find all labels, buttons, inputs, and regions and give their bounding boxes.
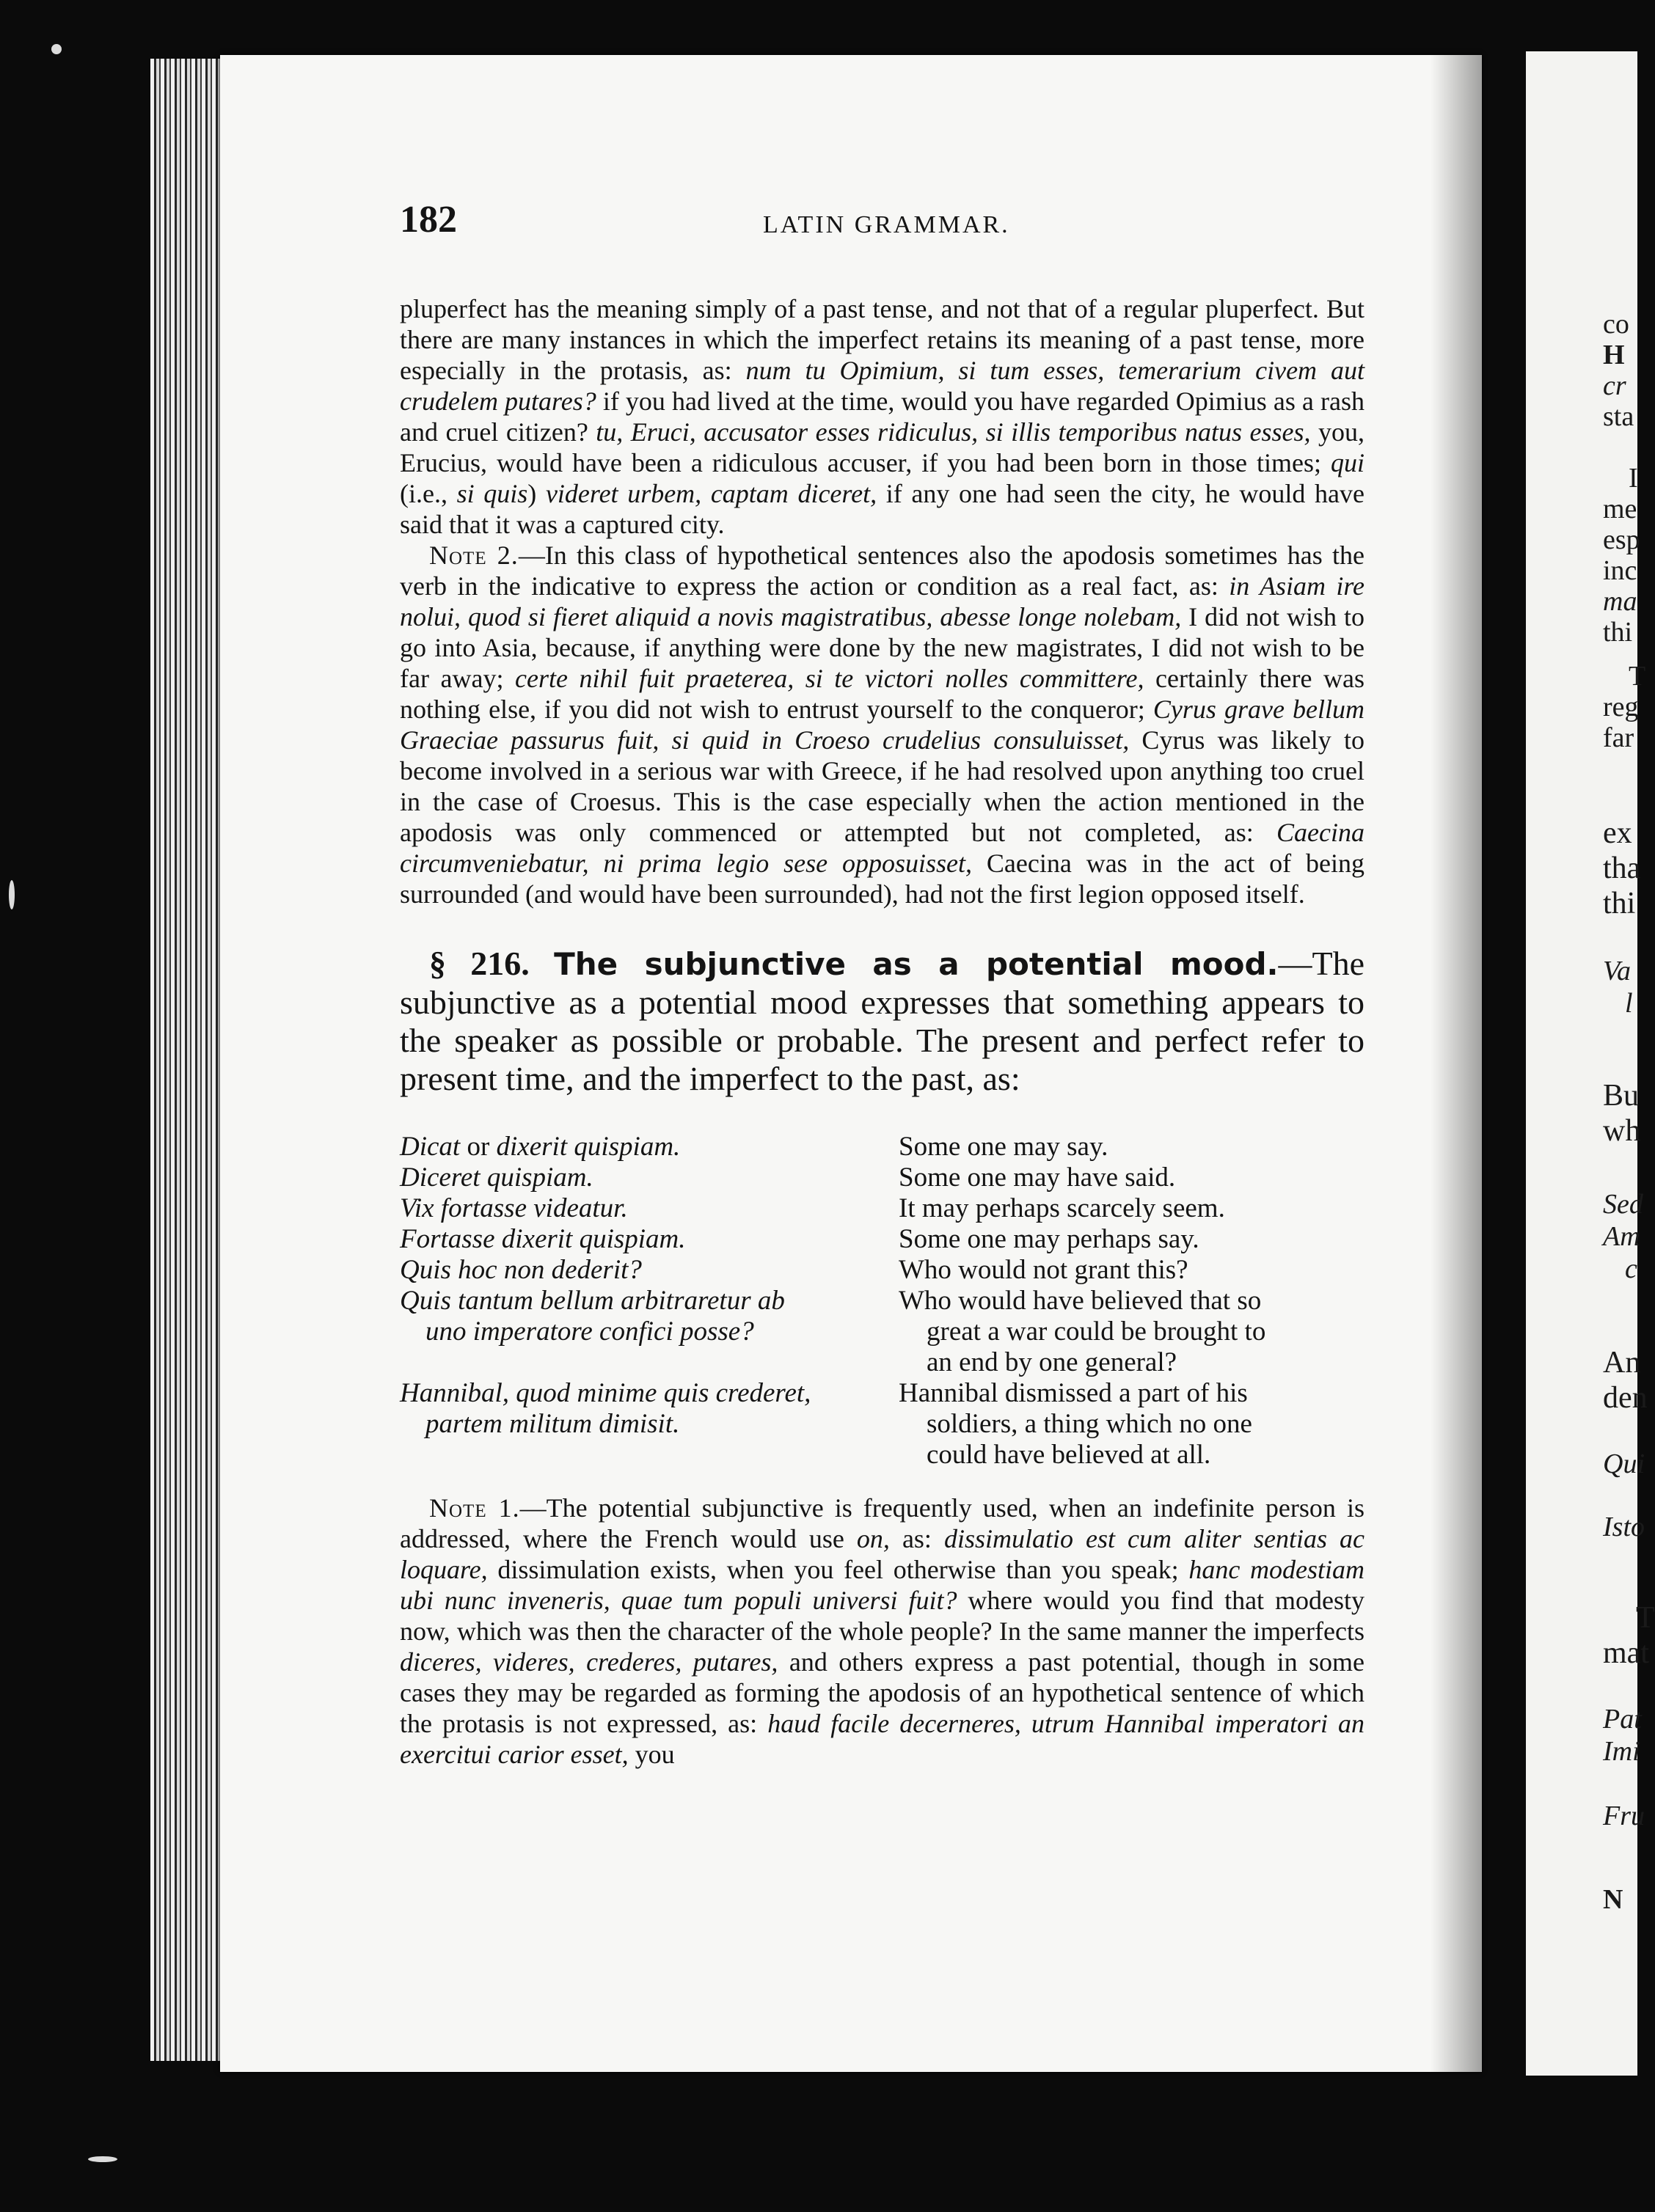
facing-fragment: l (1625, 988, 1633, 1019)
facing-fragment: sta (1603, 401, 1634, 432)
examples-table (400, 1132, 1364, 1471)
note-2-label: Note 2. (429, 541, 519, 570)
note-2-paragraph: Note 2.—In this class of hypothetical sentences also the apodosis sometimes has the verb in the indicative to express the action or condition as a real fact, as: in Asiam ire nolui, quod si fieret aliquid a novis magistratibus, abesse longe nolebam, I did not wish to go into Asia, because, if anything were done by the new magistrates, I did not wish to be far away; certe nihil fuit praeterea, si te victori nolles committere, certainly there was nothing else, if you did not wish to entrust yourself to the conqueror; Cyrus grave bellum Graeciae passurus fuit, si quid in Croeso crudelius consuluisset, Cyrus was likely to become involved in a serious war with Greece, if he had resolved upon anything too cruel in the case of Croesus. This is the case especially when the action mentioned in the apodosis was only commenced or attempted but not completed, as: Caecina circumveniebatur, ni prima legio sese opposuisset, Caecina was in the act of being surrounded (and would have been surrounded), had not the first legion opposed itself. (400, 541, 1365, 909)
scan-speck (88, 2156, 117, 2162)
section-216 (400, 945, 1364, 1098)
facing-fragment: T (1636, 1601, 1655, 1635)
facing-fragment: ma (1603, 586, 1637, 617)
facing-fragment: thi (1603, 617, 1633, 648)
example-row: Quis hoc non dederit? Who would not grant this? (400, 1255, 1188, 1285)
facing-fragment: Fru (1603, 1801, 1645, 1831)
facing-fragment: tha (1603, 852, 1641, 885)
facing-fragment: den (1603, 1381, 1648, 1415)
note-1-paragraph: Note 1.—The potential subjunctive is frequently used, when an indefinite person is addressed, where the French would use on, as: dissimulatio est cum aliter sentias ac loquare, dissimulation exists, when you feel otherwise than you speak; hanc modestiam ubi nunc inveneris, quae tum populi universi fuit? where would you find that modesty now, which was then the character of the whole people? In the same manner the imperfects diceres, videres, crederes, putares, and others express a past potential, though in some cases they may be regarded as forming the apodosis of an hypothetical sentence of which the protasis is not expressed, as: haud facile decerneres, utrum Hannibal imperatori an exercitui carior esset, you (400, 1493, 1365, 1769)
facing-fragment: Isto (1603, 1512, 1645, 1542)
section-number: § 216. (429, 945, 530, 982)
scan-speck (9, 880, 15, 909)
facing-page-edge (1526, 51, 1655, 2076)
example-row: Hannibal, quod minime quis crederet, partem militum dimisit. Hannibal dismissed a part of his soldiers, a thing which no one could have believed at all. (400, 1378, 1252, 1470)
facing-fragment: thi (1603, 887, 1636, 920)
page-number: 182 (400, 199, 457, 241)
facing-fragment: An (1603, 1346, 1641, 1380)
facing-fragment: Am (1603, 1221, 1640, 1252)
section-title: The subjunctive as a potential mood. (554, 946, 1279, 982)
page-header (400, 198, 1364, 264)
facing-fragment: Qui (1603, 1449, 1645, 1479)
example-row: Dicat or dixerit quispiam. Some one may say. (400, 1132, 1108, 1162)
facing-fragment: far (1603, 722, 1634, 753)
facing-fragment: co (1603, 309, 1629, 340)
example-row: Quis tantum bellum arbitraretur ab uno imperatore confici posse? Who would have believed that so great a war could be brought to an end by one general? (400, 1286, 1266, 1377)
facing-fragment: me (1603, 494, 1637, 524)
facing-fragment: Pat (1603, 1704, 1642, 1735)
facing-fragment: cr (1603, 370, 1626, 401)
example-row: Fortasse dixerit quispiam. Some one may perhaps say. (400, 1224, 1199, 1254)
spine-shadow (1431, 55, 1482, 2072)
facing-fragment: H (1603, 340, 1625, 370)
note-1-label: Note 1. (429, 1493, 520, 1523)
facing-fragment: I (1629, 463, 1638, 494)
example-row: Vix fortasse videatur. It may perhaps scarcely seem. (400, 1193, 1225, 1223)
facing-fragment: T (1629, 661, 1646, 692)
section-body: —The subjunctive as a potential mood expresses that something appears to the speaker as possible or probable. The present and perfect refer to present time, and the imperfect to the past, as: (400, 945, 1365, 1097)
running-head: LATIN GRAMMAR. (763, 211, 1010, 238)
facing-fragment: Imi (1603, 1736, 1640, 1767)
facing-fragment: Va (1603, 956, 1631, 986)
continuation-paragraph: pluperfect has the meaning simply of a past tense, and not that of a regular pluperfect. But there are many instances in which the imperfect retains its meaning of a past tense, more especially in the protasis, as: num tu Opimium, si tum esses, temerarium civem aut crudelem putares? if you had lived at the time, would you have regarded Opimius as a rash and cruel citizen? tu, Eruci, accusator esses ridiculus, si illis temporibus natus esses, you, Erucius, would have been a ridiculous accuser, if you had been born in those times; qui (i.e., si quis) videret urbem, captam diceret, if any one had seen the city, he would have said that it was a captured city. (400, 294, 1365, 539)
facing-fragment: Sed (1603, 1189, 1643, 1220)
book-page-edges (150, 59, 231, 2061)
facing-fragment: inc (1603, 555, 1637, 586)
facing-fragment: mat (1603, 1636, 1649, 1670)
facing-fragment: wh (1603, 1114, 1641, 1148)
facing-fragment: Bu (1603, 1079, 1640, 1113)
facing-fragment: esp (1603, 524, 1640, 555)
facing-fragment: reg (1603, 692, 1639, 722)
page-content (400, 198, 1364, 1770)
example-row: Diceret quispiam. Some one may have said. (400, 1162, 1176, 1193)
facing-fragment: ex (1603, 816, 1632, 850)
scan-speck (51, 44, 62, 54)
facing-fragment: N (1603, 1884, 1623, 1915)
facing-fragment: c (1625, 1253, 1637, 1284)
